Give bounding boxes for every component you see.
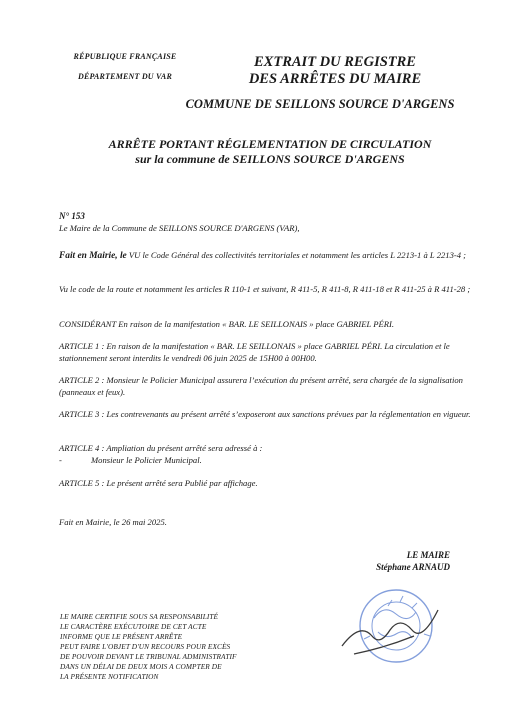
article-4-recipient xyxy=(59,455,474,465)
fait-lead: Fait en Mairie, le xyxy=(59,251,127,261)
header-departement: DÉPARTEMENT DU VAR xyxy=(78,72,172,81)
vu-code-paragraph: Vu le code de la route et notamment les articles R 110-1 et suivant, R 411-5, R 411-8, R 411-18 et R 411-25 à R 411-28 ; xyxy=(59,284,471,294)
header-republique: RÉPUBLIQUE FRANÇAISE xyxy=(73,52,177,61)
cert-line: PEUT FAIRE L'OBJET D'UN RECOURS POUR EXCÈS xyxy=(60,642,231,651)
cert-line: LE MAIRE CERTIFIE SOUS SA RESPONSABILITÉ xyxy=(60,612,219,621)
mayor-line: Le Maire de la Commune de SEILLONS SOURCE D'ARGENS (VAR), xyxy=(59,223,300,233)
document-title: ARRÊTE PORTANT RÉGLEMENTATION DE CIRCULATION xyxy=(108,137,432,151)
list-dash: - xyxy=(59,455,62,465)
cert-line: INFORME QUE LE PRÉSENT ARRÊTE xyxy=(60,632,183,641)
article-4: ARTICLE 4 : Ampliation du présent arrêté sera adressé à : xyxy=(59,443,263,453)
header-extrait: EXTRAIT DU REGISTRE xyxy=(254,54,416,70)
signature-role: LE MAIRE xyxy=(406,550,450,560)
article-3: ARTICLE 3 : Les contrevenants au présent arrêté s’exposeront aux sanctions prévues par la réglementation en vigueur. xyxy=(59,409,471,419)
article-1: ARTICLE 1 : En raison de la manifestation « BAR. LE SEILLONAIS » place GABRIEL PÉRI. La circulation et le stationnement seront interdits le vendredi 06 juin 2025 de 15H00 à 00H00. xyxy=(59,341,450,363)
cert-line: LA PRÉSENTE NOTIFICATION xyxy=(60,672,159,681)
arrete-number: N° 153 xyxy=(59,211,85,221)
fait-date: Fait en Mairie, le 26 mai 2025. xyxy=(59,517,167,527)
cert-line: LE CARACTÈRE EXÉCUTOIRE DE CET ACTE xyxy=(60,622,207,631)
cert-line: DANS UN DÉLAI DE DEUX MOIS A COMPTER DE xyxy=(60,662,222,671)
signature-name: Stéphane ARNAUD xyxy=(376,562,450,572)
document-subtitle: sur la commune de SEILLONS SOURCE D'ARGENS xyxy=(135,152,405,166)
fait-rest: VU le Code Général des collectivités territoriales et notamment les articles L 2213-1 à L 2213-4 ; xyxy=(126,250,467,260)
fait-en-mairie-paragraph xyxy=(59,249,474,262)
considerant-paragraph: CONSIDÉRANT En raison de la manifestation « BAR. LE SEILLONAIS » place GABRIEL PÉRI. xyxy=(59,319,395,329)
header-registre: DES ARRÊTES DU MAIRE xyxy=(248,71,422,87)
cert-line: DE POUVOIR DEVANT LE TRIBUNAL ADMINISTRATIF xyxy=(60,652,237,661)
official-stamp xyxy=(334,576,444,676)
article-2: ARTICLE 2 : Monsieur le Policier Municipal assurera l’exécution du présent arrêté, sera chargée de la signalisation (panneaux et feux). xyxy=(59,375,463,397)
header-commune: COMMUNE DE SEILLONS SOURCE D'ARGENS xyxy=(185,97,455,111)
article-5: ARTICLE 5 : Le présent arrêté sera Publié par affichage. xyxy=(59,478,258,488)
recipient-name: Monsieur le Policier Municipal. xyxy=(91,455,202,465)
certification-block xyxy=(60,612,300,682)
